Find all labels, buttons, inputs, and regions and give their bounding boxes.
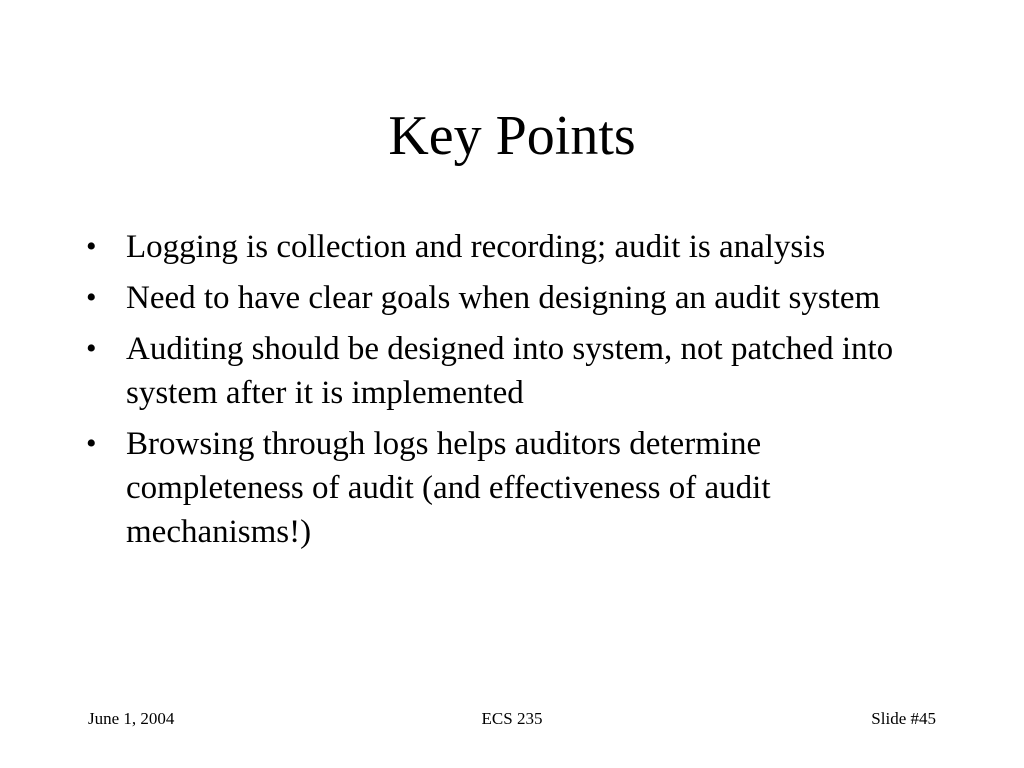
bullet-list <box>86 225 936 561</box>
bullet-icon: • <box>86 281 97 314</box>
bullet-icon: • <box>86 230 97 263</box>
bullet-item <box>86 225 936 269</box>
footer-slide-number: Slide #45 <box>871 709 936 728</box>
bullet-item <box>86 422 936 554</box>
bullet-icon: • <box>86 332 97 365</box>
footer-date: June 1, 2004 <box>88 709 175 728</box>
bullet-icon: • <box>86 427 97 460</box>
bullet-item <box>86 276 936 320</box>
bullet-item <box>86 327 936 415</box>
footer-course: ECS 235 <box>481 709 543 728</box>
bullet-text: Auditing should be designed into system, not patched into system after it is implemented <box>126 331 894 411</box>
bullet-text: Need to have clear goals when designing an audit system <box>126 280 881 316</box>
bullet-text: Browsing through logs helps auditors determine completeness of audit (and effectiveness of audit mechanisms!) <box>126 426 771 550</box>
bullet-text: Logging is collection and recording; audit is analysis <box>126 229 826 265</box>
slide-title: Key Points <box>388 105 636 167</box>
